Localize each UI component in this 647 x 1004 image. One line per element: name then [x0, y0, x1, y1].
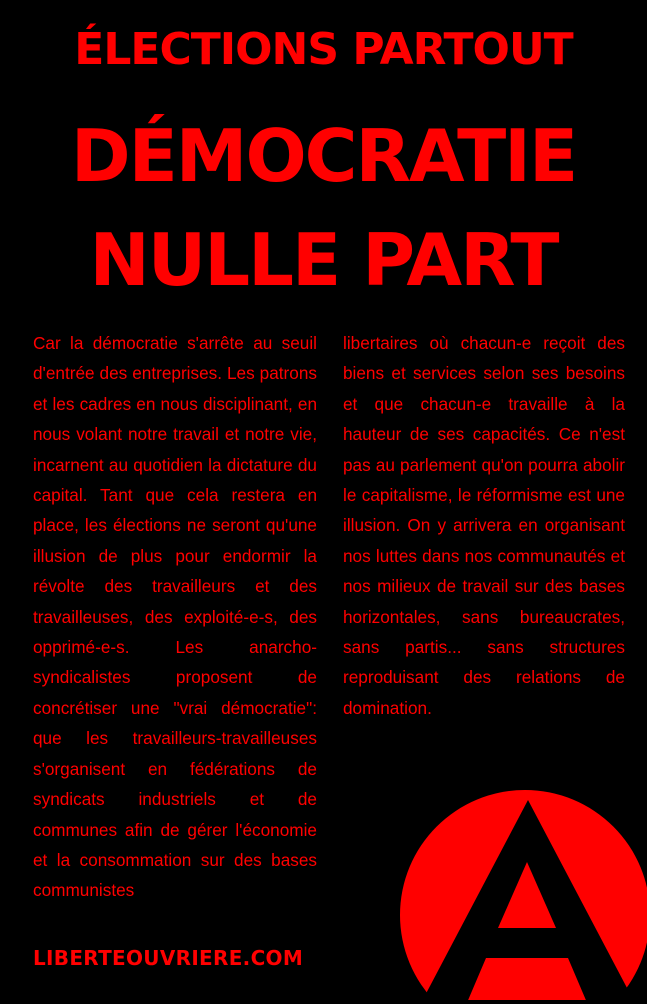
circle-a-anarchy-icon: [400, 770, 647, 1004]
body-text-right-column: libertaires où chacun-e reçoit des biens et services selon ses besoins et que chacun-e travaille à la hauteur de ses capacités. Ce n'est pas au parlement qu'on pourra abolir le capitalisme, le réformisme est une illusion. On y arrivera en organisant nos luttes dans nos communautés et nos milieux de travail sur des bases horizontales, sans bureaucrates, sans partis... sans structures reproduisant des relations de domination.: [343, 333, 625, 718]
headline-nulle-part: NULLE PART: [89, 218, 558, 302]
headline-democratie: DÉMOCRATIE: [70, 114, 577, 198]
body-text-left-column: Car la démocratie s'arrête au seuil d'entrée des entreprises. Les patrons et les cadres en nous disciplinant, en nous volant notre travail et notre vie, incarnent au quotidien la dictature du capital. Tant que cela restera en place, les élections ne seront qu'une illusion de plus pour endormir la révolte des travailleurs et des travailleuses, des exploité-e-s, des opprimé-e-s. Les anarcho-syndicalistes proposent de concrétiser une "vrai démocratie": que les travailleurs-travailleuses s'organisent en fédérations de syndicats industriels et de communes afin de gérer l'économie et la consommation sur des bases communistes: [33, 333, 317, 901]
footer-url: LIBERTEOUVRIERE.COM: [33, 946, 304, 970]
headline-elections-partout: ÉLECTIONS PARTOUT: [74, 24, 573, 75]
